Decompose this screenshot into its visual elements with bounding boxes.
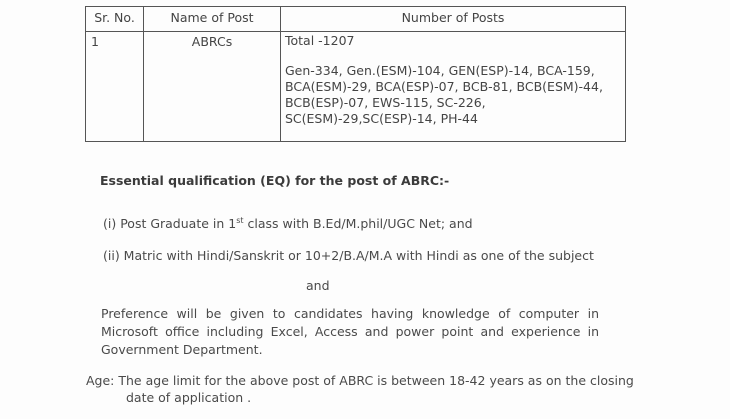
cell-sr-no: 1 — [86, 32, 144, 142]
age-continuation: date of application . — [126, 390, 252, 405]
eq-heading: Essential qualification (EQ) for the post of ABRC:- — [100, 173, 450, 188]
eq-item-2: (ii) Matric with Hindi/Sanskrit or 10+2/B.A/M.A with Hindi as one of the subject — [103, 248, 594, 263]
eq-item-1 — [103, 216, 473, 231]
age-text: The age limit for the above post of ABRC is between 18-42 years as on the closing — [118, 373, 634, 388]
col-header-number-of-posts: Number of Posts — [281, 7, 626, 32]
eq-item-1-sup: st — [236, 216, 244, 225]
table-row — [86, 32, 626, 142]
age-label: Age: — [86, 373, 115, 388]
eq-item-1-prefix: (i) Post Graduate in 1 — [103, 216, 237, 232]
cell-post-name: ABRCs — [144, 32, 281, 142]
total-posts: Total -1207 — [285, 33, 355, 48]
col-header-sr-no: Sr. No. — [86, 7, 144, 32]
table-header-row — [86, 7, 626, 32]
preference-paragraph: Preference will be given to candidates having knowledge of computer in Microsoft office including Excel, Access and power point and experience in Government Department. — [101, 306, 599, 357]
col-header-name-of-post: Name of Post — [144, 7, 281, 32]
age-paragraph — [86, 372, 646, 406]
and-separator: and — [306, 278, 330, 293]
category-breakdown: Gen-334, Gen.(ESM)-104, GEN(ESP)-14, BCA-159, BCA(ESM)-29, BCA(ESP)-07, BCB-81, BCB(ESM)-44, BCB(ESP)-07, EWS-115, SC-226, SC(ESM)-29,SC(ESP)-14, PH-44 — [285, 63, 603, 126]
eq-item-1-suffix: class with B.Ed/M.phil/UGC Net; and — [243, 216, 473, 232]
posts-table — [85, 6, 626, 142]
cell-number-of-posts — [281, 32, 626, 142]
